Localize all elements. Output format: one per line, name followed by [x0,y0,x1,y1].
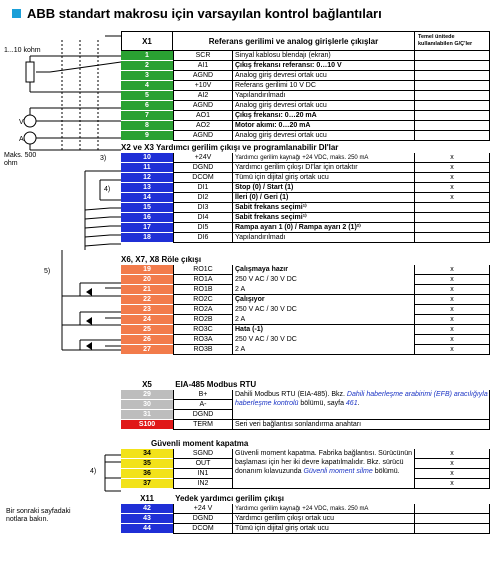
relay-l3: 2 A [235,286,246,293]
signal-description: Analog giriş devresi ortak ucu [233,131,415,141]
terminal-row [121,71,490,81]
signal-description: Seri veri bağlantısı sonlandırma anahtarı [233,420,490,430]
relay-l2: 250 V AC / 30 V DC [235,336,297,343]
base-io-mark: x [415,265,490,275]
modbus-page-link[interactable]: 461 [345,400,358,407]
base-io-mark [415,111,490,121]
signal-description: Rampa ayarı 1 (0) / Rampa ayarı 2 (1)²⁾ [233,223,415,233]
signal-description: Yardımcı gerilim çıkışı ortak ucu [233,514,415,524]
terminal-row [121,111,490,121]
signal-name: RO1C [173,265,233,275]
terminal-number: 4 [121,81,173,91]
signal-name: RO1B [173,285,233,295]
base-io-mark [415,91,490,101]
section-sto-text: Güvenli moment kapatma [151,439,249,448]
terminal-row [121,183,490,193]
signal-name: +10V [173,81,233,91]
terminal-row [121,504,490,514]
modbus-link[interactable]: Dahili haberleşme arabirimi (EFB) aracılığıyla haberleşme kontrolü [235,391,488,407]
signal-description: Analog giriş devresi ortak ucu [233,71,415,81]
signal-name: DI6 [173,233,233,243]
section-x11 [121,494,490,504]
signal-description: Sabit frekans seçimi¹⁾ [233,203,415,213]
section-relay-text: Röle çıkışı [161,255,202,264]
terminal-number: 11 [121,163,173,173]
base-io-mark [415,121,490,131]
signal-name: DI4 [173,213,233,223]
section-x5 [121,380,490,390]
terminal-row [121,51,490,61]
terminal-number: 17 [121,223,173,233]
note-5: 5) [44,268,51,275]
sto-text-1: Güvenli moment kapatma. Fabrika bağlantısı. Sürücünün başlaması için her iki devre kapatılmalıdır. Bkz. sürücü donanım kılavuzunda [235,450,413,475]
terminal-row [121,173,490,183]
signal-description: Tümü için dijital giriş ortak ucu [233,524,415,534]
footnote: Bir sonraki sayfadaki notlara bakın. [6,508,71,523]
signal-description: Sinyal kablosu blendajı (ekran) [233,51,415,61]
terminal-number: 26 [121,335,173,345]
signal-name: RO3C [173,325,233,335]
signal-name: DI2 [173,193,233,203]
terminal-number: 29 [121,390,173,400]
terminal-row [121,193,490,203]
sto-description [233,449,415,489]
terminal-row [121,420,490,430]
relay-name: Çalışmaya hazır [235,266,288,273]
terminal-number: 3 [121,71,173,81]
relay-l3: 2 A [235,316,246,323]
terminal-number: 7 [121,111,173,121]
page-title-text: ABB standart makrosu için varsayılan kontrol bağlantıları [27,6,382,21]
signal-name: DGND [173,514,233,524]
terminal-number: 5 [121,91,173,101]
terminal-number: 1 [121,51,173,61]
signal-description: Yardımcı gerilim kaynağı +24 VDC, maks. 250 mA [233,153,415,163]
section-x2x3-text: Yardımcı gerilim çıkışı ve programlanabilir DI'lar [156,143,339,152]
base-io-mark: x [415,285,490,295]
base-io-mark [415,61,490,71]
signal-name: DI3 [173,203,233,213]
signal-name: DGND [173,163,233,173]
signal-description: Tümü için dijital giriş ortak ucu [233,173,415,183]
terminal-row [121,524,490,534]
terminal-number: 22 [121,295,173,305]
terminal-number: 10 [121,153,173,163]
section-x5-text: EIA-485 Modbus RTU [175,380,257,389]
signal-name: RO3B [173,345,233,355]
svg-text:V: V [19,119,24,126]
terminal-number: 34 [121,449,173,459]
section-sto [121,439,490,449]
signal-name: AI1 [173,61,233,71]
table-header [121,31,490,51]
terminal-number: 24 [121,315,173,325]
base-io-mark: x [415,193,490,203]
signal-description: Çıkış frekansı: 0…20 mA [233,111,415,121]
terminal-row [121,61,490,71]
note-3: 3) [100,155,107,162]
terminal-number: 30 [121,400,173,410]
base-io-mark: x [415,315,490,325]
terminal-row [121,233,490,243]
terminal-number: 31 [121,410,173,420]
section-x2x3-label: X2 ve X3 [121,143,154,152]
signal-description: Motor akımı: 0…20 mA [233,121,415,131]
base-io-mark: x [415,325,490,335]
terminal-number: 12 [121,173,173,183]
terminal-number: 14 [121,193,173,203]
terminal-row [121,121,490,131]
base-io-mark [415,504,490,514]
terminal-number: 36 [121,469,173,479]
terminal-number: 35 [121,459,173,469]
base-io-mark [415,51,490,61]
signal-description: Referans gerilimi 10 V DC [233,81,415,91]
signal-name: SCR [173,51,233,61]
base-io-mark: x [415,345,490,355]
terminal-number: 20 [121,275,173,285]
signal-description: Yardımcı gerilim kaynağı +24 VDC, maks. 250 mA [233,504,415,514]
terminal-row [121,514,490,524]
terminal-number: 27 [121,345,173,355]
signal-name: +24V [173,153,233,163]
note-4b: 4) [90,468,97,475]
signal-name: DI1 [173,183,233,193]
base-io-mark [415,101,490,111]
max-resistance-label: Maks. 500 ohm [4,152,37,167]
base-io-mark: x [415,173,490,183]
signal-name: IN2 [173,479,233,489]
signal-name: A- [173,400,233,410]
base-io-mark [415,81,490,91]
sto-link[interactable]: Güvenli moment silme [303,468,373,475]
base-io-mark: x [415,275,490,285]
svg-text:A: A [19,136,24,143]
terminal-number: 6 [121,101,173,111]
signal-name: DGND [173,410,233,420]
base-io-mark [415,203,490,213]
base-io-mark: x [415,479,490,489]
terminal-number: 43 [121,514,173,524]
terminal-number: 21 [121,285,173,295]
section-x11-label: X11 [140,494,154,503]
base-io-mark: x [415,295,490,305]
signal-name: TERM [173,420,233,430]
relay-l3: 2 A [235,346,246,353]
signal-name: AO1 [173,111,233,121]
terminal-number: 23 [121,305,173,315]
section-relay [121,255,490,265]
modbus-text-2: bölümü, sayfa [298,400,346,407]
terminal-number: 19 [121,265,173,275]
base-io-mark [415,223,490,233]
terminal-row [121,131,490,141]
signal-name: AGND [173,131,233,141]
terminal-row [121,203,490,213]
signal-name: AO2 [173,121,233,131]
pot-label: 1...10 kohm [4,47,41,54]
terminal-number: 42 [121,504,173,514]
relay-function [233,325,415,355]
relay-function [233,265,415,295]
terminal-number: 16 [121,213,173,223]
section-x11-text: Yedek yardımcı gerilim çıkışı [175,494,285,503]
base-io-mark [415,524,490,534]
terminal-number: 2 [121,61,173,71]
terminal-number: 25 [121,325,173,335]
terminal-row [121,223,490,233]
signal-name: AGND [173,71,233,81]
terminal-number: 8 [121,121,173,131]
signal-name: RO2A [173,305,233,315]
terminal-row [121,101,490,111]
terminal-number: 18 [121,233,173,243]
signal-name: DCOM [173,524,233,534]
terminal-row [121,213,490,223]
terminal-number: 37 [121,479,173,489]
terminal-row [121,163,490,173]
signal-description: İleri (0) / Geri (1) [233,193,415,203]
base-io-mark: x [415,183,490,193]
relay-l2: 250 V AC / 30 V DC [235,306,297,313]
signal-name: AGND [173,101,233,111]
section-x2x3 [121,143,490,153]
base-io-mark: x [415,335,490,345]
signal-description: Yardımcı gerilim çıkışı DI'lar için ortaktır [233,163,415,173]
base-io-mark [415,71,490,81]
terminal-row [121,81,490,91]
header-x1: X1 [121,31,173,51]
sto-text-2: bölümü. [372,468,400,475]
signal-name: DI5 [173,223,233,233]
terminal-number: S100 [121,420,173,430]
signal-name: SGND [173,449,233,459]
relay-function [233,295,415,325]
terminal-number: 13 [121,183,173,193]
section-x5-label: X5 [142,380,152,389]
base-io-mark [415,131,490,141]
modbus-text-3: . [357,400,360,407]
modbus-description [233,390,490,420]
signal-name: AI2 [173,91,233,101]
base-io-mark: x [415,459,490,469]
note-4a: 4) [104,186,111,193]
relay-l2: 250 V AC / 30 V DC [235,276,297,283]
section-relay-label: X6, X7, X8 [121,255,160,264]
header-description: Referans gerilimi ve analog girişlerle çıkışlar [173,31,415,51]
relay-name: Hata (-1) [235,326,264,333]
signal-name: +24 V [173,504,233,514]
signal-description: Stop (0) / Start (1) [233,183,415,193]
signal-name: RO2B [173,315,233,325]
base-io-mark: x [415,163,490,173]
signal-name: DCOM [173,173,233,183]
header-base-io: Temel ünitede kullanılabilen G/Ç'ler [415,31,490,51]
signal-name: RO3A [173,335,233,345]
base-io-mark: x [415,305,490,315]
signal-description: Çıkış frekansı referansı: 0…10 V [233,61,415,71]
base-io-mark [415,233,490,243]
wiring-diagram [0,0,125,568]
terminal-number: 9 [121,131,173,141]
signal-name: IN1 [173,469,233,479]
signal-name: RO2C [173,295,233,305]
modbus-text-1: Dahili Modbus RTU (EIA-485). Bkz. [235,391,347,398]
terminal-number: 44 [121,524,173,534]
signal-description: Sabit frekans seçimi¹⁾ [233,213,415,223]
signal-description: Yapılandırılmadı [233,233,415,243]
terminal-row [121,91,490,101]
signal-description: Analog giriş devresi ortak ucu [233,101,415,111]
terminal-row [121,153,490,163]
signal-name: OUT [173,459,233,469]
signal-name: RO1A [173,275,233,285]
base-io-mark [415,213,490,223]
base-io-mark: x [415,449,490,459]
base-io-mark [415,514,490,524]
base-io-mark: x [415,153,490,163]
relay-name: Çalışıyor [235,296,265,303]
signal-name: B+ [173,390,233,400]
base-io-mark: x [415,469,490,479]
terminal-number: 15 [121,203,173,213]
signal-description: Yapılandırılmadı [233,91,415,101]
